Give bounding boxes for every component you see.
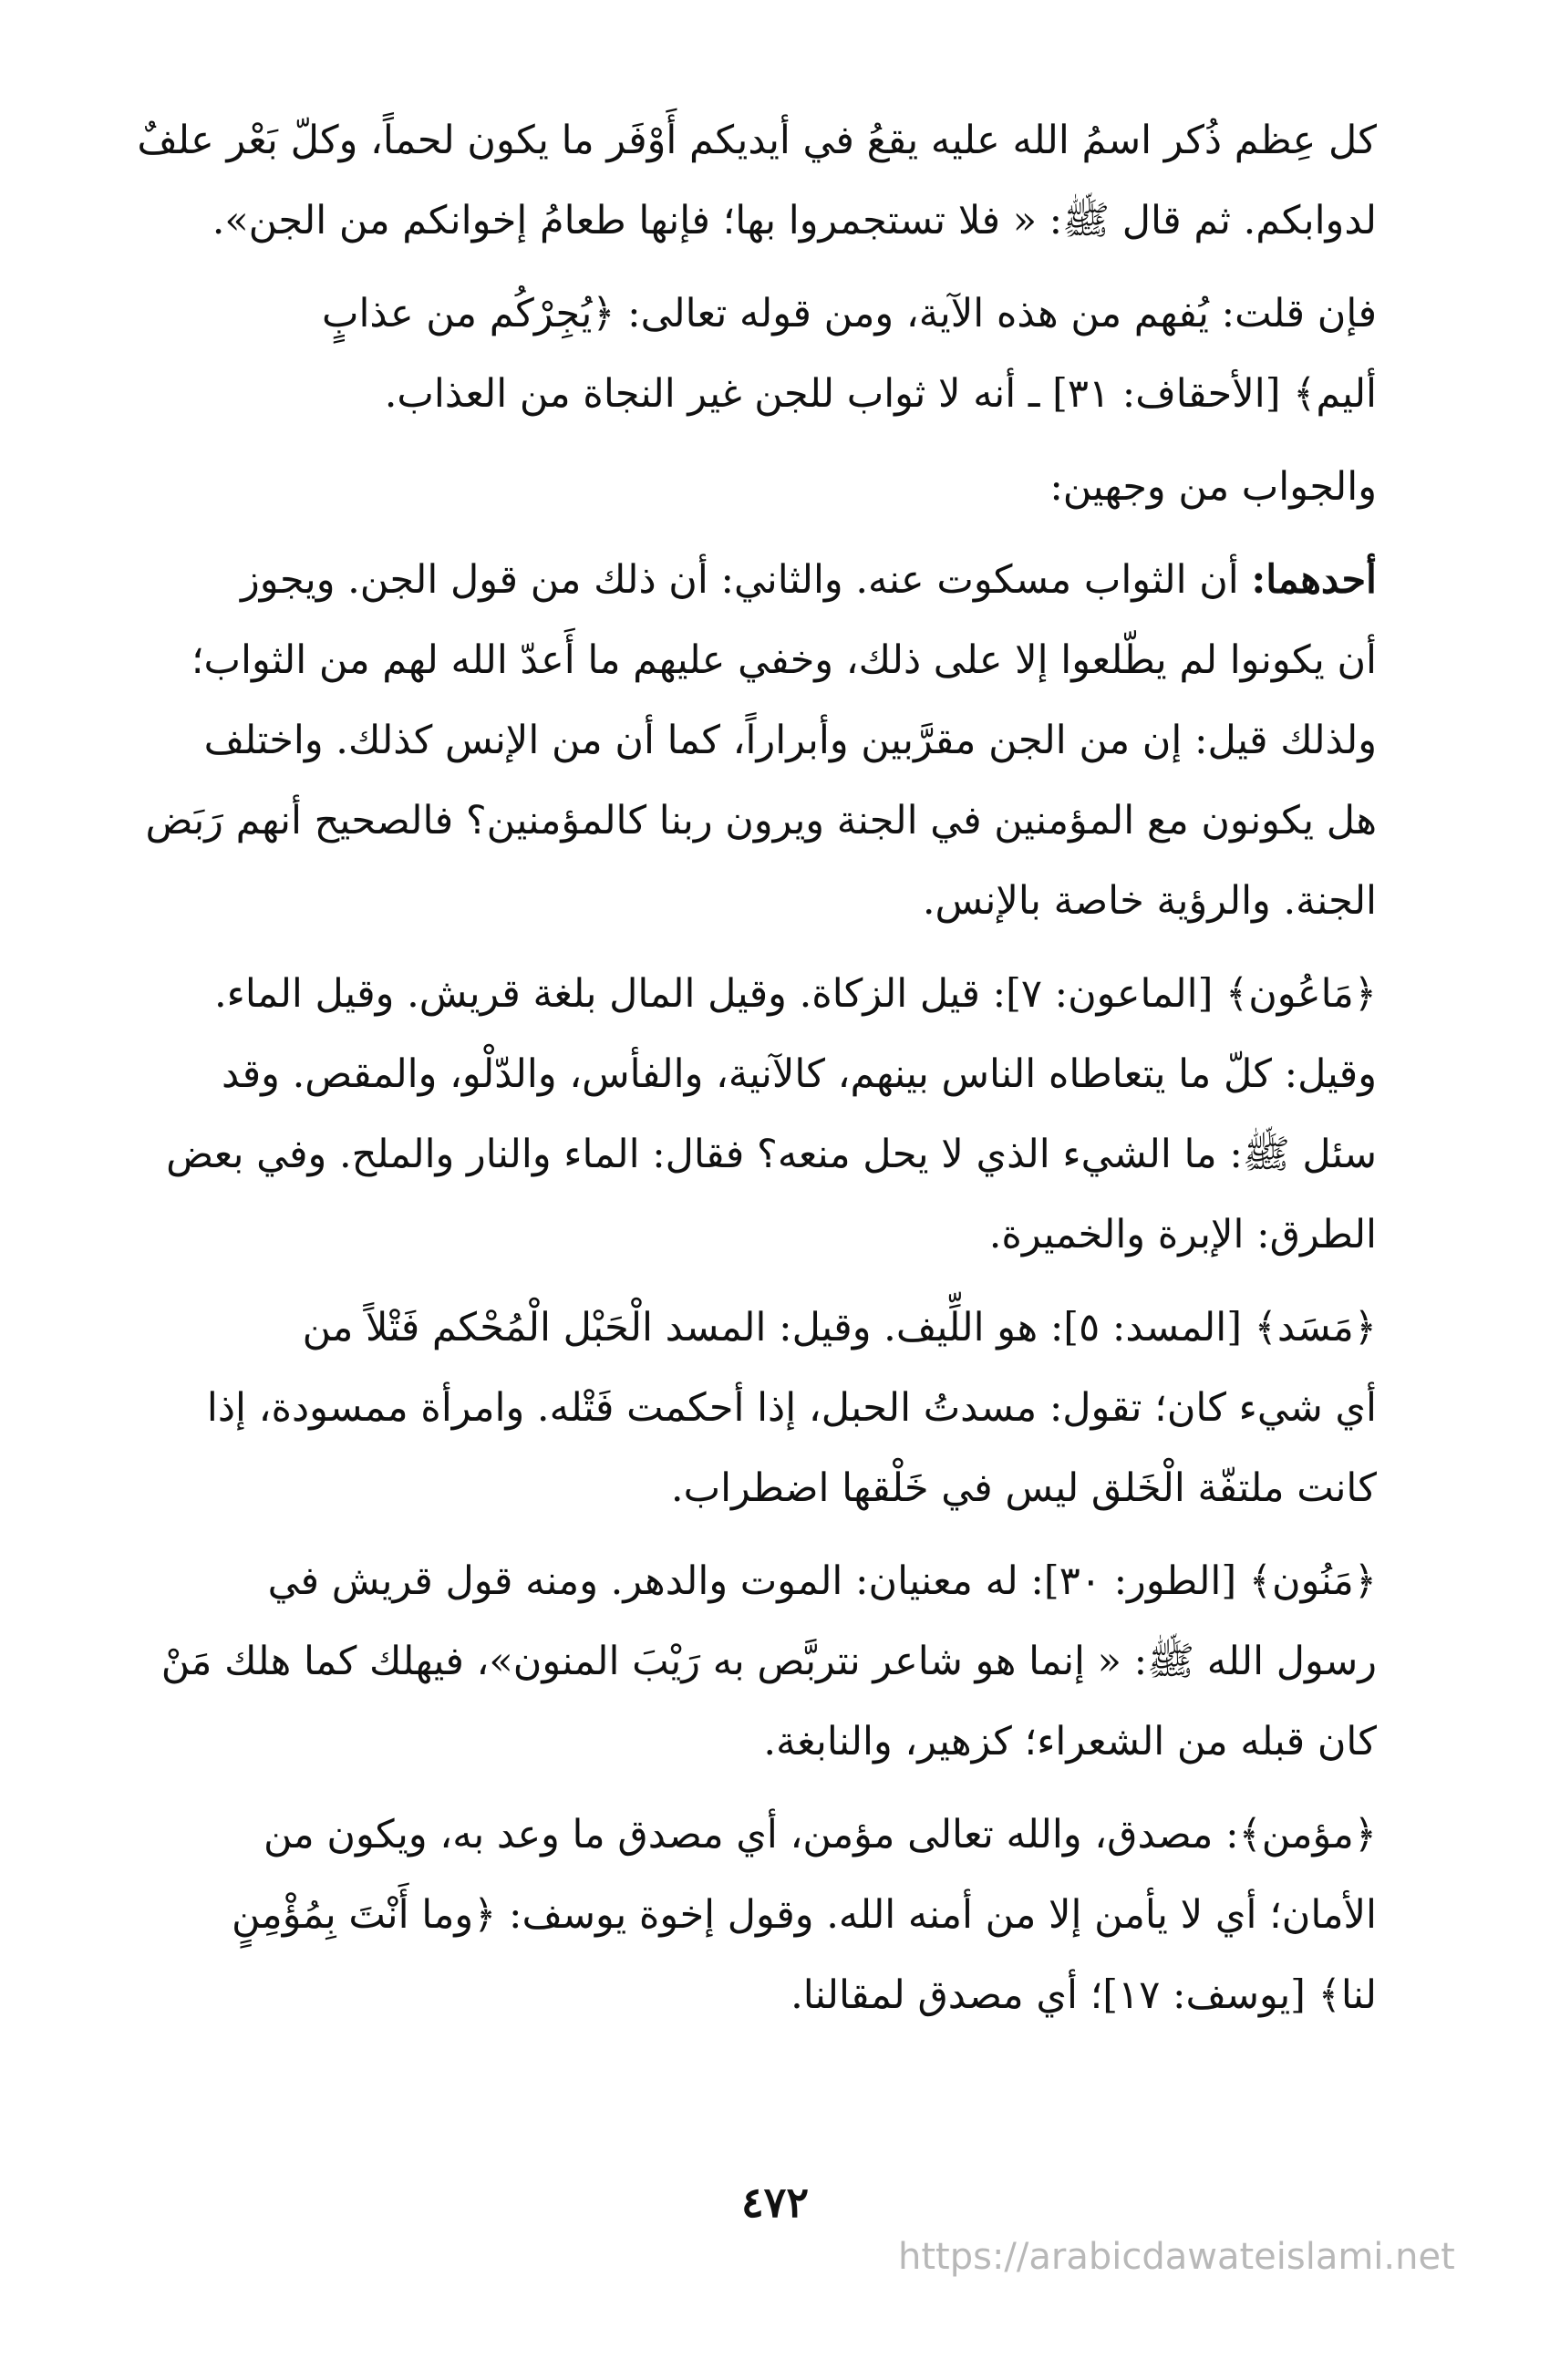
line: هل يكونون مع المؤمنين في الجنة ويرون ربنا كالمؤمنين؟ فالصحيح أنهم رَبَض	[145, 798, 1377, 843]
line: كان قبله من الشعراء؛ كزهير، والنابغة.	[763, 1719, 1377, 1764]
paragraph-5	[123, 954, 1377, 1275]
paragraph-6	[123, 1288, 1377, 1528]
line: أي شيء كان؛ تقول: مسدتُ الحبل، إذا أحكمت فَتْله. وامرأة ممسودة، إذا	[206, 1385, 1377, 1431]
page-body	[123, 100, 1377, 2048]
paragraph-lead: أحدهما:	[1251, 557, 1377, 603]
line: أن الثواب مسكوت عنه. والثاني: أن ذلك من قول الجن. ويجوز	[241, 557, 1252, 603]
paragraph-4	[123, 540, 1377, 941]
paragraph-8	[123, 1795, 1377, 2035]
line: الأمان؛ أي لا يأمن إلا من أمنه الله. وقول إخوة يوسف: ﴿وما أَنْتَ بِمُؤْمِنٍ	[231, 1892, 1377, 1938]
line: كل عِظم ذُكر اسمُ الله عليه يقعُ في أيديكم أَوْفَر ما يكون لحماً، وكلّ بَعْر علفٌ	[137, 118, 1377, 163]
line: الطرق: الإبرة والخميرة.	[988, 1212, 1377, 1257]
line: ﴿مَاعُون﴾ [الماعون: ٧]: قيل الزكاة. وقيل المال بلغة قريش. وقيل الماء.	[213, 971, 1377, 1017]
paragraph-2	[123, 274, 1377, 434]
line: ﴿مَنُون﴾ [الطور: ٣٠]: له معنيان: الموت والدهر. ومنه قول قريش في	[267, 1558, 1377, 1604]
line: لدوابكم. ثم قال ﷺ: « فلا تستجمروا بها؛ فإنها طعامُ إخوانكم من الجن».	[212, 198, 1377, 243]
line: رسول الله ﷺ: « إنما هو شاعر نتربَّص به رَيْبَ المنون»، فيهلك كما هلك مَنْ	[160, 1639, 1377, 1684]
paragraph-1	[123, 100, 1377, 261]
line: والجواب من وجهين:	[1049, 464, 1377, 510]
line: الجنة. والرؤية خاصة بالإنس.	[922, 878, 1377, 924]
line: فإن قلت: يُفهم من هذه الآية، ومن قوله تعالى: ﴿يُجِرْكُم من عذابٍ	[321, 291, 1377, 336]
line: أليم﴾ [الأحقاف: ٣١] ـ أنه لا ثواب للجن غير النجاة من العذاب.	[384, 371, 1377, 417]
line: ولذلك قيل: إن من الجن مقرَّبين وأبراراً، كما أن من الإنس كذلك. واختلف	[203, 718, 1377, 763]
line: ﴿مؤمن﴾: مصدق، والله تعالى مؤمن، أي مصدق ما وعد به، ويكون من	[263, 1812, 1377, 1857]
line: لنا﴾ [يوسف: ١٧]؛ أي مصدق لمقالنا.	[790, 1972, 1377, 2018]
line: سئل ﷺ: ما الشيء الذي لا يحل منعه؟ فقال: الماء والنار والملح. وفي بعض	[166, 1132, 1377, 1177]
line: كانت ملتفّة الْخَلق ليس في خَلْقها اضطراب.	[670, 1465, 1377, 1511]
paragraph-7	[123, 1541, 1377, 1782]
line: وقيل: كلّ ما يتعاطاه الناس بينهم، كالآنية، والفأس، والدّلْو، والمقص. وقد	[222, 1051, 1377, 1097]
watermark-url: https://arabicdawateislami.net	[898, 2236, 1455, 2278]
paragraph-3	[123, 447, 1377, 527]
page-number: ٤٧٢	[740, 2178, 810, 2227]
line: أن يكونوا لم يطّلعوا إلا على ذلك، وخفي عليهم ما أَعدّ الله لهم من الثواب؛	[191, 637, 1377, 683]
line: ﴿مَسَد﴾ [المسد: ٥]: هو اللِّيف. وقيل: المسد الْحَبْل الْمُحْكم فَتْلاً من	[302, 1305, 1377, 1350]
